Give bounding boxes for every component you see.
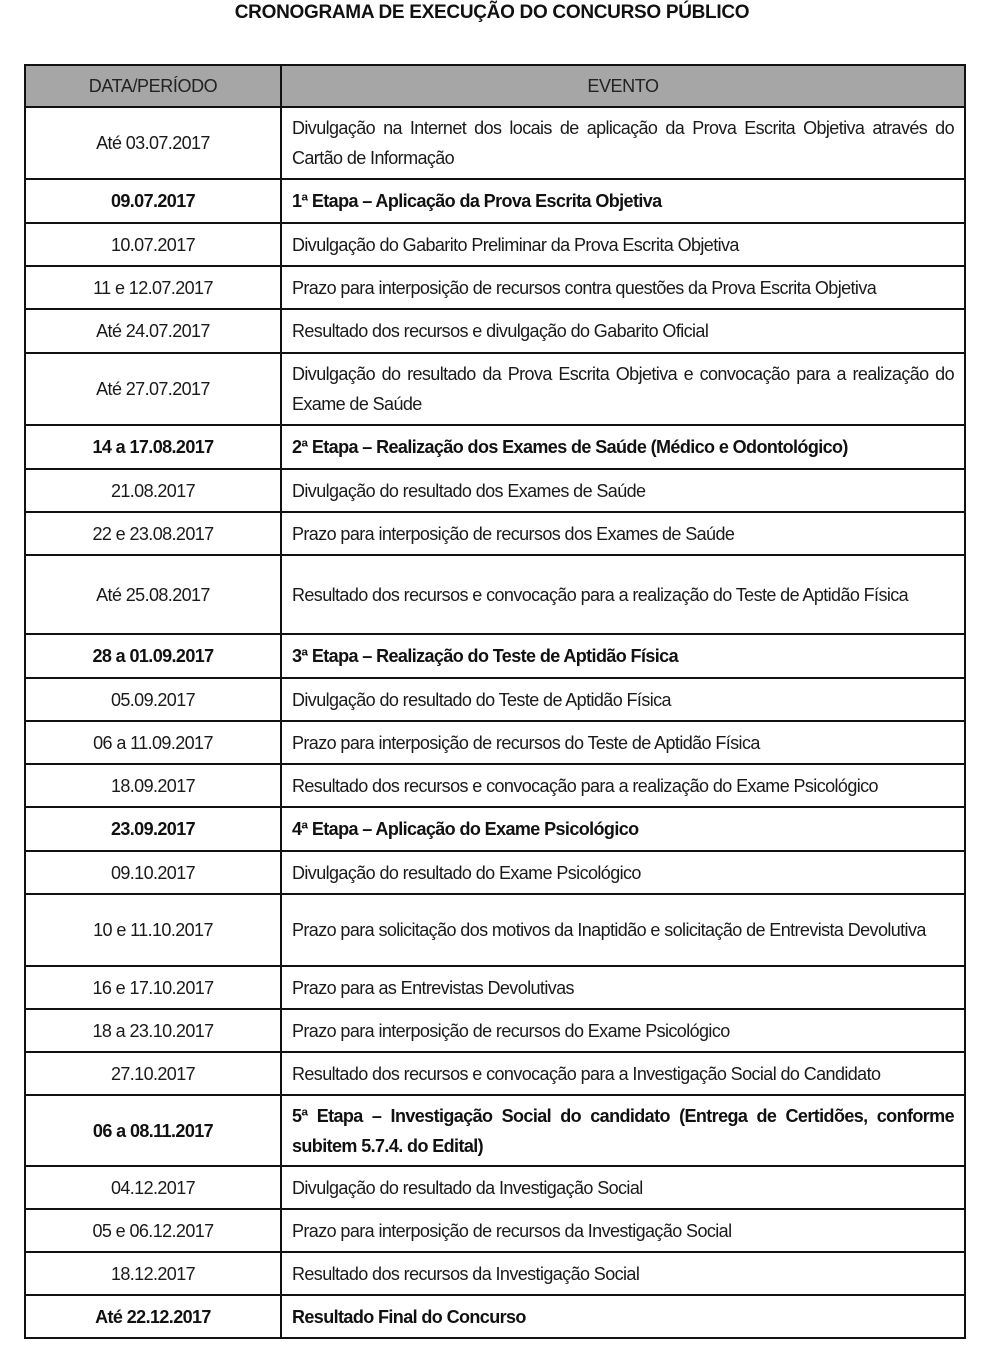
row-event: 2ª Etapa – Realização dos Exames de Saúde (Médico e Odontológico): [281, 425, 965, 469]
schedule-table: [24, 64, 966, 1339]
row-date: 09.10.2017: [25, 851, 281, 894]
row-date: 18 a 23.10.2017: [25, 1009, 281, 1052]
row-event: 4ª Etapa – Aplicação do Exame Psicológico: [281, 807, 965, 851]
table-row: [25, 721, 965, 764]
table-row-stage: [25, 179, 965, 223]
header-event: EVENTO: [281, 65, 965, 107]
row-event: Divulgação do resultado do Exame Psicológico: [281, 851, 965, 894]
row-event: Prazo para interposição de recursos contra questões da Prova Escrita Objetiva: [281, 266, 965, 309]
row-event: Prazo para interposição de recursos da Investigação Social: [281, 1209, 965, 1252]
row-date: 16 e 17.10.2017: [25, 966, 281, 1009]
table-row: [25, 266, 965, 309]
row-date: 28 a 01.09.2017: [25, 634, 281, 678]
row-event: Resultado dos recursos e divulgação do Gabarito Oficial: [281, 309, 965, 353]
row-date: 11 e 12.07.2017: [25, 266, 281, 309]
table-row: [25, 353, 965, 425]
table-row: [25, 107, 965, 179]
row-event: Prazo para as Entrevistas Devolutivas: [281, 966, 965, 1009]
row-date: 05.09.2017: [25, 678, 281, 721]
row-date: 21.08.2017: [25, 469, 281, 512]
row-date: Até 22.12.2017: [25, 1295, 281, 1338]
row-event: Resultado dos recursos e convocação para a realização do Exame Psicológico: [281, 764, 965, 807]
table-row: [25, 1252, 965, 1295]
row-date: 09.07.2017: [25, 179, 281, 223]
row-date: 18.09.2017: [25, 764, 281, 807]
row-date: Até 27.07.2017: [25, 353, 281, 425]
table-row: [25, 469, 965, 512]
row-event: Divulgação do resultado da Investigação Social: [281, 1166, 965, 1209]
table-row: [25, 512, 965, 555]
row-event: Prazo para interposição de recursos dos Exames de Saúde: [281, 512, 965, 555]
table-row: [25, 1052, 965, 1095]
row-event: 3ª Etapa – Realização do Teste de Aptidão Física: [281, 634, 965, 678]
row-date: 27.10.2017: [25, 1052, 281, 1095]
table-row-final: [25, 1295, 965, 1338]
table-row-stage: [25, 425, 965, 469]
row-date: 14 a 17.08.2017: [25, 425, 281, 469]
table-row: [25, 678, 965, 721]
row-date: 04.12.2017: [25, 1166, 281, 1209]
table-row: [25, 966, 965, 1009]
row-date: Até 25.08.2017: [25, 555, 281, 634]
row-date: 06 a 11.09.2017: [25, 721, 281, 764]
row-event: 5ª Etapa – Investigação Social do candidato (Entrega de Certidões, conforme subitem 5.7.4. do Edital): [281, 1095, 965, 1166]
row-event: Prazo para interposição de recursos do Exame Psicológico: [281, 1009, 965, 1052]
row-event: Divulgação do resultado dos Exames de Saúde: [281, 469, 965, 512]
row-event: Prazo para interposição de recursos do Teste de Aptidão Física: [281, 721, 965, 764]
row-event: Resultado dos recursos e convocação para a Investigação Social do Candidato: [281, 1052, 965, 1095]
row-date: 22 e 23.08.2017: [25, 512, 281, 555]
table-row: [25, 764, 965, 807]
table-header-row: [25, 65, 965, 107]
header-date-period: DATA/PERÍODO: [25, 65, 281, 107]
table-row: [25, 555, 965, 634]
row-date: 10.07.2017: [25, 223, 281, 266]
page-title: CRONOGRAMA DE EXECUÇÃO DO CONCURSO PÚBLICO: [234, 2, 750, 23]
table-row: [25, 309, 965, 353]
row-event: Prazo para solicitação dos motivos da Inaptidão e solicitação de Entrevista Devolutiva: [281, 894, 965, 966]
table-row: [25, 1209, 965, 1252]
table-row-stage: [25, 634, 965, 678]
row-event: Resultado dos recursos da Investigação Social: [281, 1252, 965, 1295]
row-event: 1ª Etapa – Aplicação da Prova Escrita Objetiva: [281, 179, 965, 223]
row-event: Divulgação na Internet dos locais de aplicação da Prova Escrita Objetiva através do Cartão de Informação: [281, 107, 965, 179]
table-row: [25, 223, 965, 266]
table-row-stage: [25, 807, 965, 851]
row-event: Divulgação do resultado da Prova Escrita Objetiva e convocação para a realização do Exame de Saúde: [281, 353, 965, 425]
table-row: [25, 1166, 965, 1209]
row-date: Até 03.07.2017: [25, 107, 281, 179]
row-event: Resultado dos recursos e convocação para a realização do Teste de Aptidão Física: [281, 555, 965, 634]
row-event: Resultado Final do Concurso: [281, 1295, 965, 1338]
row-date: Até 24.07.2017: [25, 309, 281, 353]
table-row: [25, 894, 965, 966]
table-row: [25, 1009, 965, 1052]
row-date: 10 e 11.10.2017: [25, 894, 281, 966]
row-event: Divulgação do resultado do Teste de Aptidão Física: [281, 678, 965, 721]
table-row: [25, 851, 965, 894]
row-date: 18.12.2017: [25, 1252, 281, 1295]
row-date: 23.09.2017: [25, 807, 281, 851]
row-event: Divulgação do Gabarito Preliminar da Prova Escrita Objetiva: [281, 223, 965, 266]
table-row-stage: [25, 1095, 965, 1166]
row-date: 05 e 06.12.2017: [25, 1209, 281, 1252]
row-date: 06 a 08.11.2017: [25, 1095, 281, 1166]
